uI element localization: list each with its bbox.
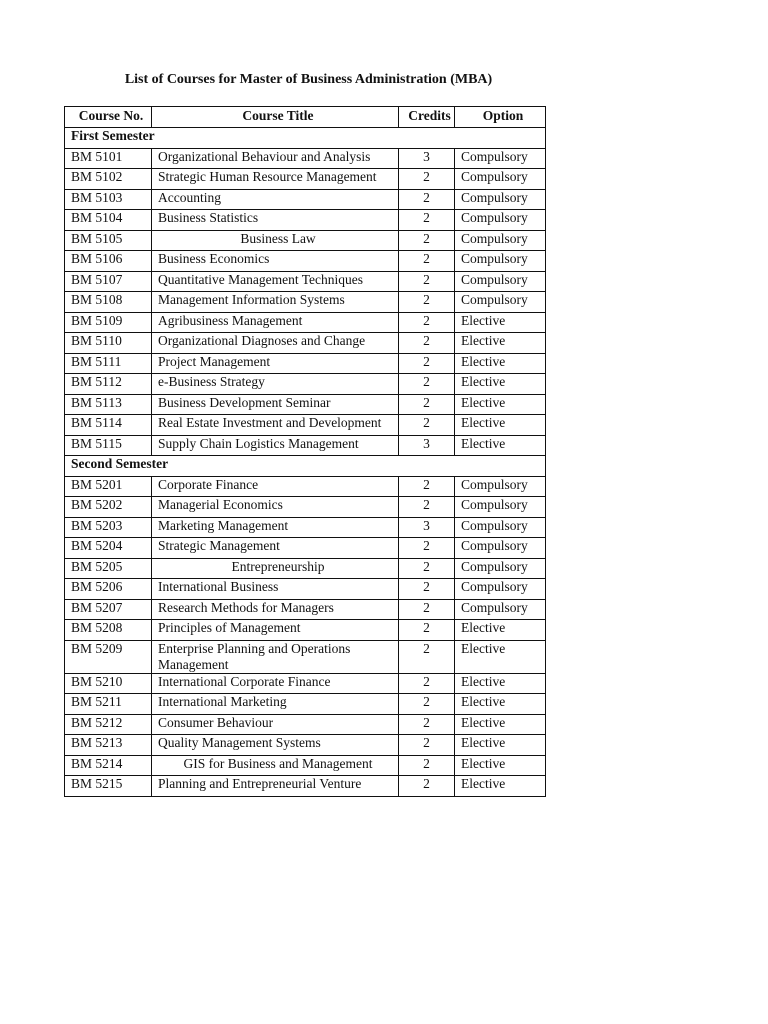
credits-cell: 2 [399, 415, 455, 436]
course-title-cell: Strategic Human Resource Management [152, 169, 399, 190]
table-row [65, 169, 546, 190]
option-cell: Elective [455, 415, 546, 436]
course-title-cell: Real Estate Investment and Development [152, 415, 399, 436]
course-number-cell: BM 5215 [65, 776, 152, 797]
credits-cell: 2 [399, 353, 455, 374]
option-cell: Compulsory [455, 599, 546, 620]
course-title-cell: Enterprise Planning and Operations Management [152, 640, 399, 673]
option-cell: Elective [455, 735, 546, 756]
table-row [65, 776, 546, 797]
credits-cell: 2 [399, 210, 455, 231]
table-row [65, 497, 546, 518]
course-title-cell: Business Law [152, 230, 399, 251]
course-number-cell: BM 5207 [65, 599, 152, 620]
option-cell: Compulsory [455, 517, 546, 538]
credits-cell: 3 [399, 517, 455, 538]
option-cell: Elective [455, 353, 546, 374]
credits-cell: 3 [399, 148, 455, 169]
table-row [65, 694, 546, 715]
credits-cell: 2 [399, 776, 455, 797]
course-number-cell: BM 5212 [65, 714, 152, 735]
course-number-cell: BM 5103 [65, 189, 152, 210]
credits-cell: 2 [399, 271, 455, 292]
option-cell: Compulsory [455, 579, 546, 600]
table-row [65, 673, 546, 694]
credits-cell: 2 [399, 538, 455, 559]
table-row [65, 517, 546, 538]
course-number-cell: BM 5111 [65, 353, 152, 374]
option-cell: Elective [455, 374, 546, 395]
course-title-cell: Quantitative Management Techniques [152, 271, 399, 292]
credits-cell: 2 [399, 394, 455, 415]
credits-cell: 2 [399, 476, 455, 497]
credits-cell: 2 [399, 333, 455, 354]
course-title-cell: Agribusiness Management [152, 312, 399, 333]
option-cell: Compulsory [455, 292, 546, 313]
credits-cell: 2 [399, 755, 455, 776]
option-cell: Compulsory [455, 169, 546, 190]
option-cell: Elective [455, 714, 546, 735]
course-table [64, 106, 546, 797]
table-row [65, 251, 546, 272]
course-number-cell: BM 5213 [65, 735, 152, 756]
credits-cell: 2 [399, 497, 455, 518]
course-title-cell: Business Economics [152, 251, 399, 272]
credits-cell: 2 [399, 230, 455, 251]
option-cell: Compulsory [455, 558, 546, 579]
option-cell: Compulsory [455, 148, 546, 169]
table-row [65, 755, 546, 776]
credits-cell: 2 [399, 292, 455, 313]
option-cell: Compulsory [455, 230, 546, 251]
credits-cell: 2 [399, 735, 455, 756]
course-title-cell: Organizational Behaviour and Analysis [152, 148, 399, 169]
course-number-cell: BM 5106 [65, 251, 152, 272]
semester-heading-row [65, 456, 546, 477]
option-cell: Elective [455, 333, 546, 354]
table-row [65, 312, 546, 333]
course-number-cell: BM 5205 [65, 558, 152, 579]
credits-cell: 2 [399, 169, 455, 190]
table-row [65, 640, 546, 673]
course-title-cell: Project Management [152, 353, 399, 374]
course-title-cell: International Business [152, 579, 399, 600]
credits-cell: 2 [399, 673, 455, 694]
option-cell: Compulsory [455, 210, 546, 231]
course-number-cell: BM 5109 [65, 312, 152, 333]
course-title-cell: Business Statistics [152, 210, 399, 231]
table-row [65, 599, 546, 620]
course-title-cell: Organizational Diagnoses and Change [152, 333, 399, 354]
table-row [65, 333, 546, 354]
course-number-cell: BM 5209 [65, 640, 152, 673]
option-cell: Compulsory [455, 189, 546, 210]
header-option: Option [455, 107, 546, 128]
option-cell: Elective [455, 694, 546, 715]
table-header-row [65, 107, 546, 128]
table-row [65, 714, 546, 735]
credits-cell: 2 [399, 599, 455, 620]
option-cell: Compulsory [455, 538, 546, 559]
course-title-cell: GIS for Business and Management [152, 755, 399, 776]
table-body [65, 128, 546, 797]
credits-cell: 2 [399, 640, 455, 673]
course-title-cell: Quality Management Systems [152, 735, 399, 756]
table-row [65, 435, 546, 456]
course-number-cell: BM 5107 [65, 271, 152, 292]
course-number-cell: BM 5114 [65, 415, 152, 436]
credits-cell: 2 [399, 694, 455, 715]
table-row [65, 558, 546, 579]
course-number-cell: BM 5214 [65, 755, 152, 776]
course-title-cell: Business Development Seminar [152, 394, 399, 415]
credits-cell: 2 [399, 312, 455, 333]
course-title-cell: Marketing Management [152, 517, 399, 538]
table-row [65, 415, 546, 436]
course-title-cell: Managerial Economics [152, 497, 399, 518]
table-row [65, 394, 546, 415]
course-number-cell: BM 5110 [65, 333, 152, 354]
semester-heading: First Semester [65, 128, 546, 149]
option-cell: Compulsory [455, 251, 546, 272]
course-number-cell: BM 5211 [65, 694, 152, 715]
option-cell: Elective [455, 640, 546, 673]
option-cell: Elective [455, 435, 546, 456]
table-row [65, 292, 546, 313]
course-number-cell: BM 5210 [65, 673, 152, 694]
option-cell: Compulsory [455, 271, 546, 292]
course-title-cell: Supply Chain Logistics Management [152, 435, 399, 456]
course-number-cell: BM 5101 [65, 148, 152, 169]
course-number-cell: BM 5102 [65, 169, 152, 190]
course-title-cell: Strategic Management [152, 538, 399, 559]
credits-cell: 2 [399, 251, 455, 272]
table-row [65, 620, 546, 641]
course-title-cell: Management Information Systems [152, 292, 399, 313]
credits-cell: 2 [399, 558, 455, 579]
semester-heading: Second Semester [65, 456, 546, 477]
course-number-cell: BM 5112 [65, 374, 152, 395]
course-number-cell: BM 5108 [65, 292, 152, 313]
course-number-cell: BM 5113 [65, 394, 152, 415]
course-title-cell: Accounting [152, 189, 399, 210]
credits-cell: 2 [399, 189, 455, 210]
course-title-cell: Entrepreneurship [152, 558, 399, 579]
option-cell: Elective [455, 394, 546, 415]
course-number-cell: BM 5204 [65, 538, 152, 559]
table-row [65, 230, 546, 251]
course-number-cell: BM 5201 [65, 476, 152, 497]
option-cell: Elective [455, 755, 546, 776]
document-title: List of Courses for Master of Business Administration (MBA) [124, 72, 493, 87]
table-row [65, 210, 546, 231]
option-cell: Compulsory [455, 476, 546, 497]
credits-cell: 2 [399, 714, 455, 735]
option-cell: Elective [455, 673, 546, 694]
course-title-cell: International Marketing [152, 694, 399, 715]
table-row [65, 148, 546, 169]
credits-cell: 2 [399, 374, 455, 395]
credits-cell: 2 [399, 579, 455, 600]
table-row [65, 579, 546, 600]
table-row [65, 374, 546, 395]
option-cell: Compulsory [455, 497, 546, 518]
course-number-cell: BM 5206 [65, 579, 152, 600]
header-credits: Credits [399, 107, 455, 128]
option-cell: Elective [455, 620, 546, 641]
semester-heading-row [65, 128, 546, 149]
credits-cell: 3 [399, 435, 455, 456]
course-title-cell: Consumer Behaviour [152, 714, 399, 735]
header-course-no: Course No. [65, 107, 152, 128]
table-row [65, 353, 546, 374]
table-row [65, 735, 546, 756]
course-title-cell: Planning and Entrepreneurial Venture [152, 776, 399, 797]
course-number-cell: BM 5105 [65, 230, 152, 251]
table-row [65, 189, 546, 210]
table-row [65, 476, 546, 497]
course-number-cell: BM 5202 [65, 497, 152, 518]
course-number-cell: BM 5208 [65, 620, 152, 641]
course-title-cell: Principles of Management [152, 620, 399, 641]
course-title-cell: International Corporate Finance [152, 673, 399, 694]
course-title-cell: Research Methods for Managers [152, 599, 399, 620]
option-cell: Elective [455, 776, 546, 797]
credits-cell: 2 [399, 620, 455, 641]
course-number-cell: BM 5203 [65, 517, 152, 538]
course-number-cell: BM 5104 [65, 210, 152, 231]
header-course-title: Course Title [152, 107, 399, 128]
table-row [65, 271, 546, 292]
course-number-cell: BM 5115 [65, 435, 152, 456]
option-cell: Elective [455, 312, 546, 333]
course-title-cell: Corporate Finance [152, 476, 399, 497]
course-title-cell: e-Business Strategy [152, 374, 399, 395]
table-row [65, 538, 546, 559]
